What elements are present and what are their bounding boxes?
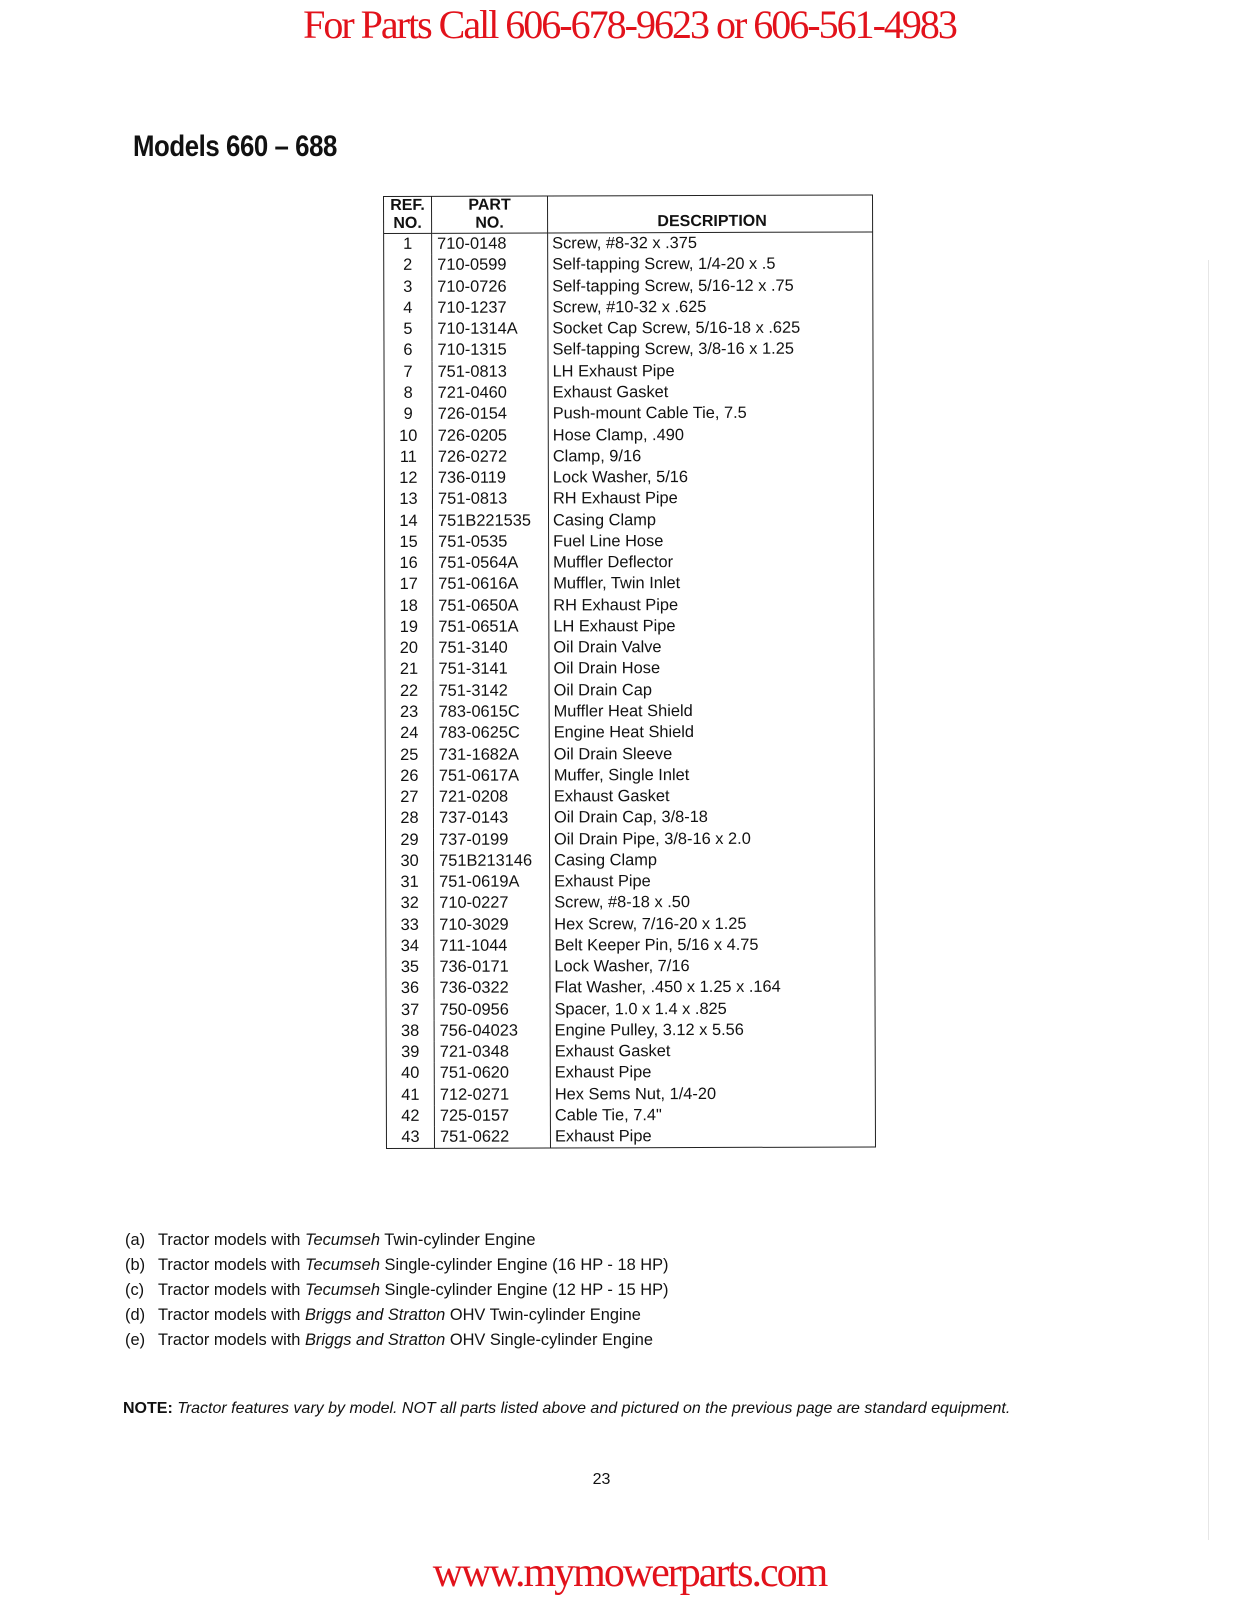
engine-notes-list (125, 1228, 668, 1353)
note-prefix: Tractor models with (158, 1331, 305, 1349)
note-prefix: Tractor models with (158, 1256, 305, 1274)
ref-no-cell: 20 (385, 638, 433, 659)
table-row (384, 318, 873, 341)
part-no-cell: 751-0564A (433, 552, 549, 574)
table-row (385, 807, 874, 830)
ref-no-cell: 32 (386, 893, 434, 914)
table-row (384, 275, 873, 298)
part-no-cell: 710-1314A (432, 319, 548, 341)
ref-no-cell: 25 (385, 744, 433, 765)
part-no-cell: 751-3140 (433, 638, 549, 660)
description-cell: Muffer, Single Inlet (553, 765, 690, 785)
ref-no-cell: 35 (386, 957, 434, 978)
engine-note (125, 1278, 668, 1303)
engine-note (125, 1253, 668, 1278)
part-no-cell: 711-1044 (434, 935, 550, 957)
description-cell: Lock Washer, 7/16 (554, 957, 690, 976)
description-cell: Screw, #8-18 x .50 (554, 893, 691, 912)
ref-no-cell: 31 (386, 872, 434, 893)
description-cell: Push-mount Cable Tie, 7.5 (552, 404, 747, 423)
note-suffix: OHV Twin-cylinder Engine (445, 1306, 641, 1324)
description-cell: Muffler Deflector (553, 553, 674, 572)
table-row (385, 637, 874, 660)
table-row (384, 445, 873, 468)
part-no-cell: 737-0143 (433, 808, 549, 830)
description-cell: Hex Sems Nut, 1/4-20 (554, 1084, 717, 1104)
table-row (386, 913, 875, 936)
ref-no-cell: 29 (385, 829, 433, 850)
description-cell: LH Exhaust Pipe (552, 361, 675, 381)
description-cell: Casing Clamp (552, 510, 656, 530)
ref-no-cell: 23 (385, 702, 433, 723)
table-row (385, 530, 874, 553)
part-no-cell: 736-0322 (434, 978, 550, 1000)
ref-no-cell: 41 (386, 1084, 434, 1105)
description-cell: Hex Screw, 7/16-20 x 1.25 (554, 914, 747, 934)
parts-table (383, 194, 876, 1149)
table-row (385, 722, 874, 745)
table-row (385, 764, 874, 787)
description-cell: Muffler, Twin Inlet (553, 574, 681, 593)
engine-brand: Tecumseh (304, 1256, 380, 1274)
engine-brand: Tecumseh (304, 1281, 380, 1299)
description-cell: Oil Drain Valve (553, 638, 662, 657)
table-row (386, 955, 875, 978)
table-header-row (384, 195, 873, 234)
description-cell: Oil Drain Pipe, 3/8-16 x 2.0 (553, 829, 751, 849)
description-cell: Oil Drain Sleeve (553, 744, 673, 763)
table-row (385, 615, 874, 638)
engine-brand: Briggs and Stratton (304, 1306, 446, 1324)
note-tag: (a) (125, 1231, 146, 1249)
page-title: Models 660 – 688 (133, 130, 337, 163)
ref-no-cell: 37 (386, 999, 434, 1020)
part-no-cell: 751-0813 (432, 489, 548, 511)
description-cell: Spacer, 1.0 x 1.4 x .825 (554, 999, 727, 1019)
part-no-cell: 710-0227 (434, 893, 550, 915)
part-no-header: PART NO. (432, 196, 548, 233)
description-cell: Exhaust Gasket (552, 383, 669, 402)
part-no-cell: 721-0208 (433, 786, 549, 808)
ref-no-cell: 2 (384, 255, 432, 276)
note-tag: (b) (125, 1256, 146, 1274)
table-row (385, 594, 874, 617)
table-row (384, 466, 873, 489)
ref-no-cell: 4 (384, 298, 432, 319)
ref-no-cell: 15 (385, 532, 433, 553)
description-cell: Belt Keeper Pin, 5/16 x 4.75 (554, 935, 759, 955)
description-cell: Self-tapping Screw, 3/8-16 x 1.25 (552, 340, 794, 359)
ref-no-cell: 17 (385, 574, 433, 595)
table-row (386, 1104, 875, 1127)
table-row (386, 998, 875, 1021)
description-cell: LH Exhaust Pipe (553, 616, 676, 636)
part-no-cell: 710-0726 (432, 276, 548, 298)
part-no-cell: 751-3142 (433, 680, 549, 702)
note-prefix: Tractor models with (158, 1306, 305, 1324)
website-url: www.mymowerparts.com (432, 1550, 827, 1596)
note-tag: (e) (125, 1331, 146, 1349)
ref-no-cell: 12 (384, 468, 432, 489)
table-row (386, 870, 875, 893)
note-prefix: Tractor models with (158, 1281, 305, 1299)
part-no-cell: 751-0813 (432, 361, 548, 383)
part-no-cell: 751-0620 (434, 1063, 550, 1085)
description-cell: Clamp, 9/16 (552, 446, 642, 466)
ref-no-cell: 26 (385, 765, 433, 786)
part-no-cell: 751B213146 (434, 850, 550, 872)
table-row (384, 360, 873, 383)
ref-no-cell: 33 (386, 914, 434, 935)
table-row (384, 232, 873, 255)
equipment-note (123, 1400, 1010, 1418)
ref-no-cell: 39 (386, 1042, 434, 1063)
table-row (386, 849, 875, 872)
description-cell: Exhaust Pipe (554, 1127, 652, 1146)
part-no-cell: 751B221535 (432, 510, 548, 532)
ref-no-cell: 34 (386, 936, 434, 957)
ref-no-cell: 24 (385, 723, 433, 744)
part-no-cell: 721-0460 (432, 382, 548, 404)
description-cell: RH Exhaust Pipe (553, 595, 679, 615)
table-row (384, 254, 873, 277)
part-no-cell: 751-0617A (433, 765, 549, 787)
table-row (384, 339, 873, 362)
engine-note (125, 1303, 668, 1328)
table-row (384, 488, 873, 511)
table-row (386, 892, 875, 915)
description-cell: Exhaust Pipe (554, 1063, 652, 1082)
description-cell: Engine Pulley, 3.12 x 5.56 (554, 1020, 744, 1040)
note-text: Tractor features vary by model. NOT all parts listed above and pictured on the previous page are standard equipment. (177, 1400, 1011, 1417)
ref-no-cell: 5 (384, 319, 432, 340)
note-tag: (c) (125, 1281, 145, 1299)
table-row (385, 658, 874, 681)
description-cell: Lock Washer, 5/16 (552, 468, 689, 487)
part-no-cell: 726-0205 (432, 425, 548, 447)
description-cell: Oil Drain Cap, 3/8-18 (553, 808, 708, 827)
table-row (385, 785, 874, 808)
part-no-cell: 710-1237 (432, 297, 548, 319)
part-no-cell: 710-3029 (434, 914, 550, 936)
part-no-cell: 751-0651A (433, 616, 549, 638)
table-row (386, 1041, 875, 1064)
ref-no-cell: 9 (384, 404, 432, 425)
ref-no-cell: 42 (386, 1106, 434, 1127)
table-row (385, 679, 874, 702)
ref-no-cell: 30 (386, 851, 434, 872)
note-suffix: Single-cylinder Engine (12 HP - 15 HP) (379, 1281, 669, 1299)
description-cell: Engine Heat Shield (553, 723, 695, 742)
ref-no-cell: 27 (385, 787, 433, 808)
part-no-cell: 710-0148 (432, 233, 548, 255)
part-no-cell: 751-0619A (434, 871, 550, 893)
table-row (385, 743, 874, 766)
description-cell: Screw, #10-32 x .625 (552, 297, 707, 317)
ref-no-cell: 8 (384, 383, 432, 404)
table-row (386, 1062, 875, 1085)
note-prefix: Tractor models with (158, 1231, 305, 1249)
description-cell: Self-tapping Screw, 1/4-20 x .5 (552, 255, 776, 274)
engine-brand: Tecumseh (304, 1231, 380, 1249)
part-no-cell: 726-0154 (432, 404, 548, 426)
part-no-cell: 736-0171 (434, 957, 550, 979)
ref-no-header: REF. NO. (384, 196, 432, 233)
part-no-cell: 783-0615C (433, 701, 549, 723)
table-row (385, 700, 874, 723)
part-no-cell: 731-1682A (433, 744, 549, 766)
ref-no-cell: 43 (386, 1127, 434, 1149)
ref-no-cell: 40 (386, 1063, 434, 1084)
note-suffix: Single-cylinder Engine (16 HP - 18 HP) (379, 1256, 669, 1274)
scan-edge-line (1208, 260, 1209, 1540)
engine-note (125, 1328, 668, 1353)
note-tag: (d) (125, 1306, 146, 1324)
part-no-cell: 751-0535 (433, 531, 549, 553)
part-no-cell: 750-0956 (434, 999, 550, 1021)
engine-note (125, 1228, 668, 1253)
ref-no-cell: 7 (384, 361, 432, 382)
ref-no-cell: 19 (385, 617, 433, 638)
ref-no-cell: 28 (385, 808, 433, 829)
description-cell: Exhaust Gasket (553, 787, 670, 806)
part-no-cell: 783-0625C (433, 723, 549, 745)
description-cell: Flat Washer, .450 x 1.25 x .164 (554, 978, 781, 997)
description-cell: Self-tapping Screw, 5/16-12 x .75 (552, 276, 794, 296)
description-cell: Oil Drain Cap (553, 680, 652, 700)
part-no-cell: 736-0119 (432, 467, 548, 489)
ref-no-cell: 11 (384, 447, 432, 468)
ref-no-cell: 1 (384, 233, 432, 255)
ref-no-cell: 38 (386, 1021, 434, 1042)
ref-no-cell: 16 (385, 553, 433, 574)
ref-no-cell: 22 (385, 680, 433, 701)
part-no-cell: 725-0157 (434, 1105, 550, 1127)
note-label: NOTE: (123, 1400, 173, 1417)
table-row (386, 934, 875, 957)
table-row (385, 551, 874, 574)
description-cell: Fuel Line Hose (553, 531, 664, 551)
table-row (384, 403, 873, 426)
description-header: DESCRIPTION (548, 195, 873, 233)
part-no-cell: 712-0271 (434, 1084, 550, 1106)
page-number: 23 (592, 1471, 611, 1488)
part-no-cell: 756-04023 (434, 1020, 550, 1042)
engine-brand: Briggs and Stratton (304, 1331, 446, 1349)
table-row (385, 828, 874, 851)
description-cell: Exhaust Gasket (554, 1042, 671, 1061)
description-cell: Screw, #8-32 x .375 (552, 234, 698, 253)
description-cell: Muffler Heat Shield (553, 701, 693, 721)
part-no-cell: 751-0616A (433, 574, 549, 596)
parts-table-body (384, 232, 876, 1149)
description-cell: Casing Clamp (554, 850, 658, 870)
table-row (386, 1083, 875, 1106)
table-row (386, 1019, 875, 1042)
part-no-cell: 726-0272 (432, 446, 548, 468)
ref-no-cell: 10 (384, 425, 432, 446)
part-no-cell: 751-0650A (433, 595, 549, 617)
part-no-cell: 721-0348 (434, 1042, 550, 1064)
table-row (384, 424, 873, 447)
ref-no-cell: 21 (385, 659, 433, 680)
part-no-cell: 751-0622 (434, 1127, 550, 1149)
ref-no-cell: 3 (384, 276, 432, 297)
table-row (384, 296, 873, 319)
table-row (386, 1126, 875, 1149)
parts-phone-banner: For Parts Call 606-678-9623 or 606-561-4983 (303, 2, 956, 47)
part-no-cell: 710-1315 (432, 340, 548, 362)
ref-no-cell: 6 (384, 340, 432, 361)
table-row (385, 573, 874, 596)
part-no-cell: 710-0599 (432, 255, 548, 277)
description-cell: Socket Cap Screw, 5/16-18 x .625 (552, 318, 801, 338)
part-no-cell: 737-0199 (433, 829, 549, 851)
description-cell: Oil Drain Hose (553, 659, 661, 678)
description-cell: Exhaust Pipe (554, 872, 651, 891)
ref-no-cell: 36 (386, 978, 434, 999)
description-cell: Cable Tie, 7.4" (554, 1106, 662, 1125)
table-row (386, 977, 875, 1000)
ref-no-cell: 13 (384, 489, 432, 510)
note-suffix: Twin-cylinder Engine (379, 1231, 536, 1249)
description-cell: Hose Clamp, .490 (552, 425, 684, 444)
ref-no-cell: 18 (385, 595, 433, 616)
table-row (384, 509, 873, 532)
note-suffix: OHV Single-cylinder Engine (445, 1331, 653, 1349)
part-no-cell: 751-3141 (433, 659, 549, 681)
description-cell: RH Exhaust Pipe (552, 489, 678, 508)
ref-no-cell: 14 (384, 510, 432, 531)
table-row (384, 381, 873, 404)
